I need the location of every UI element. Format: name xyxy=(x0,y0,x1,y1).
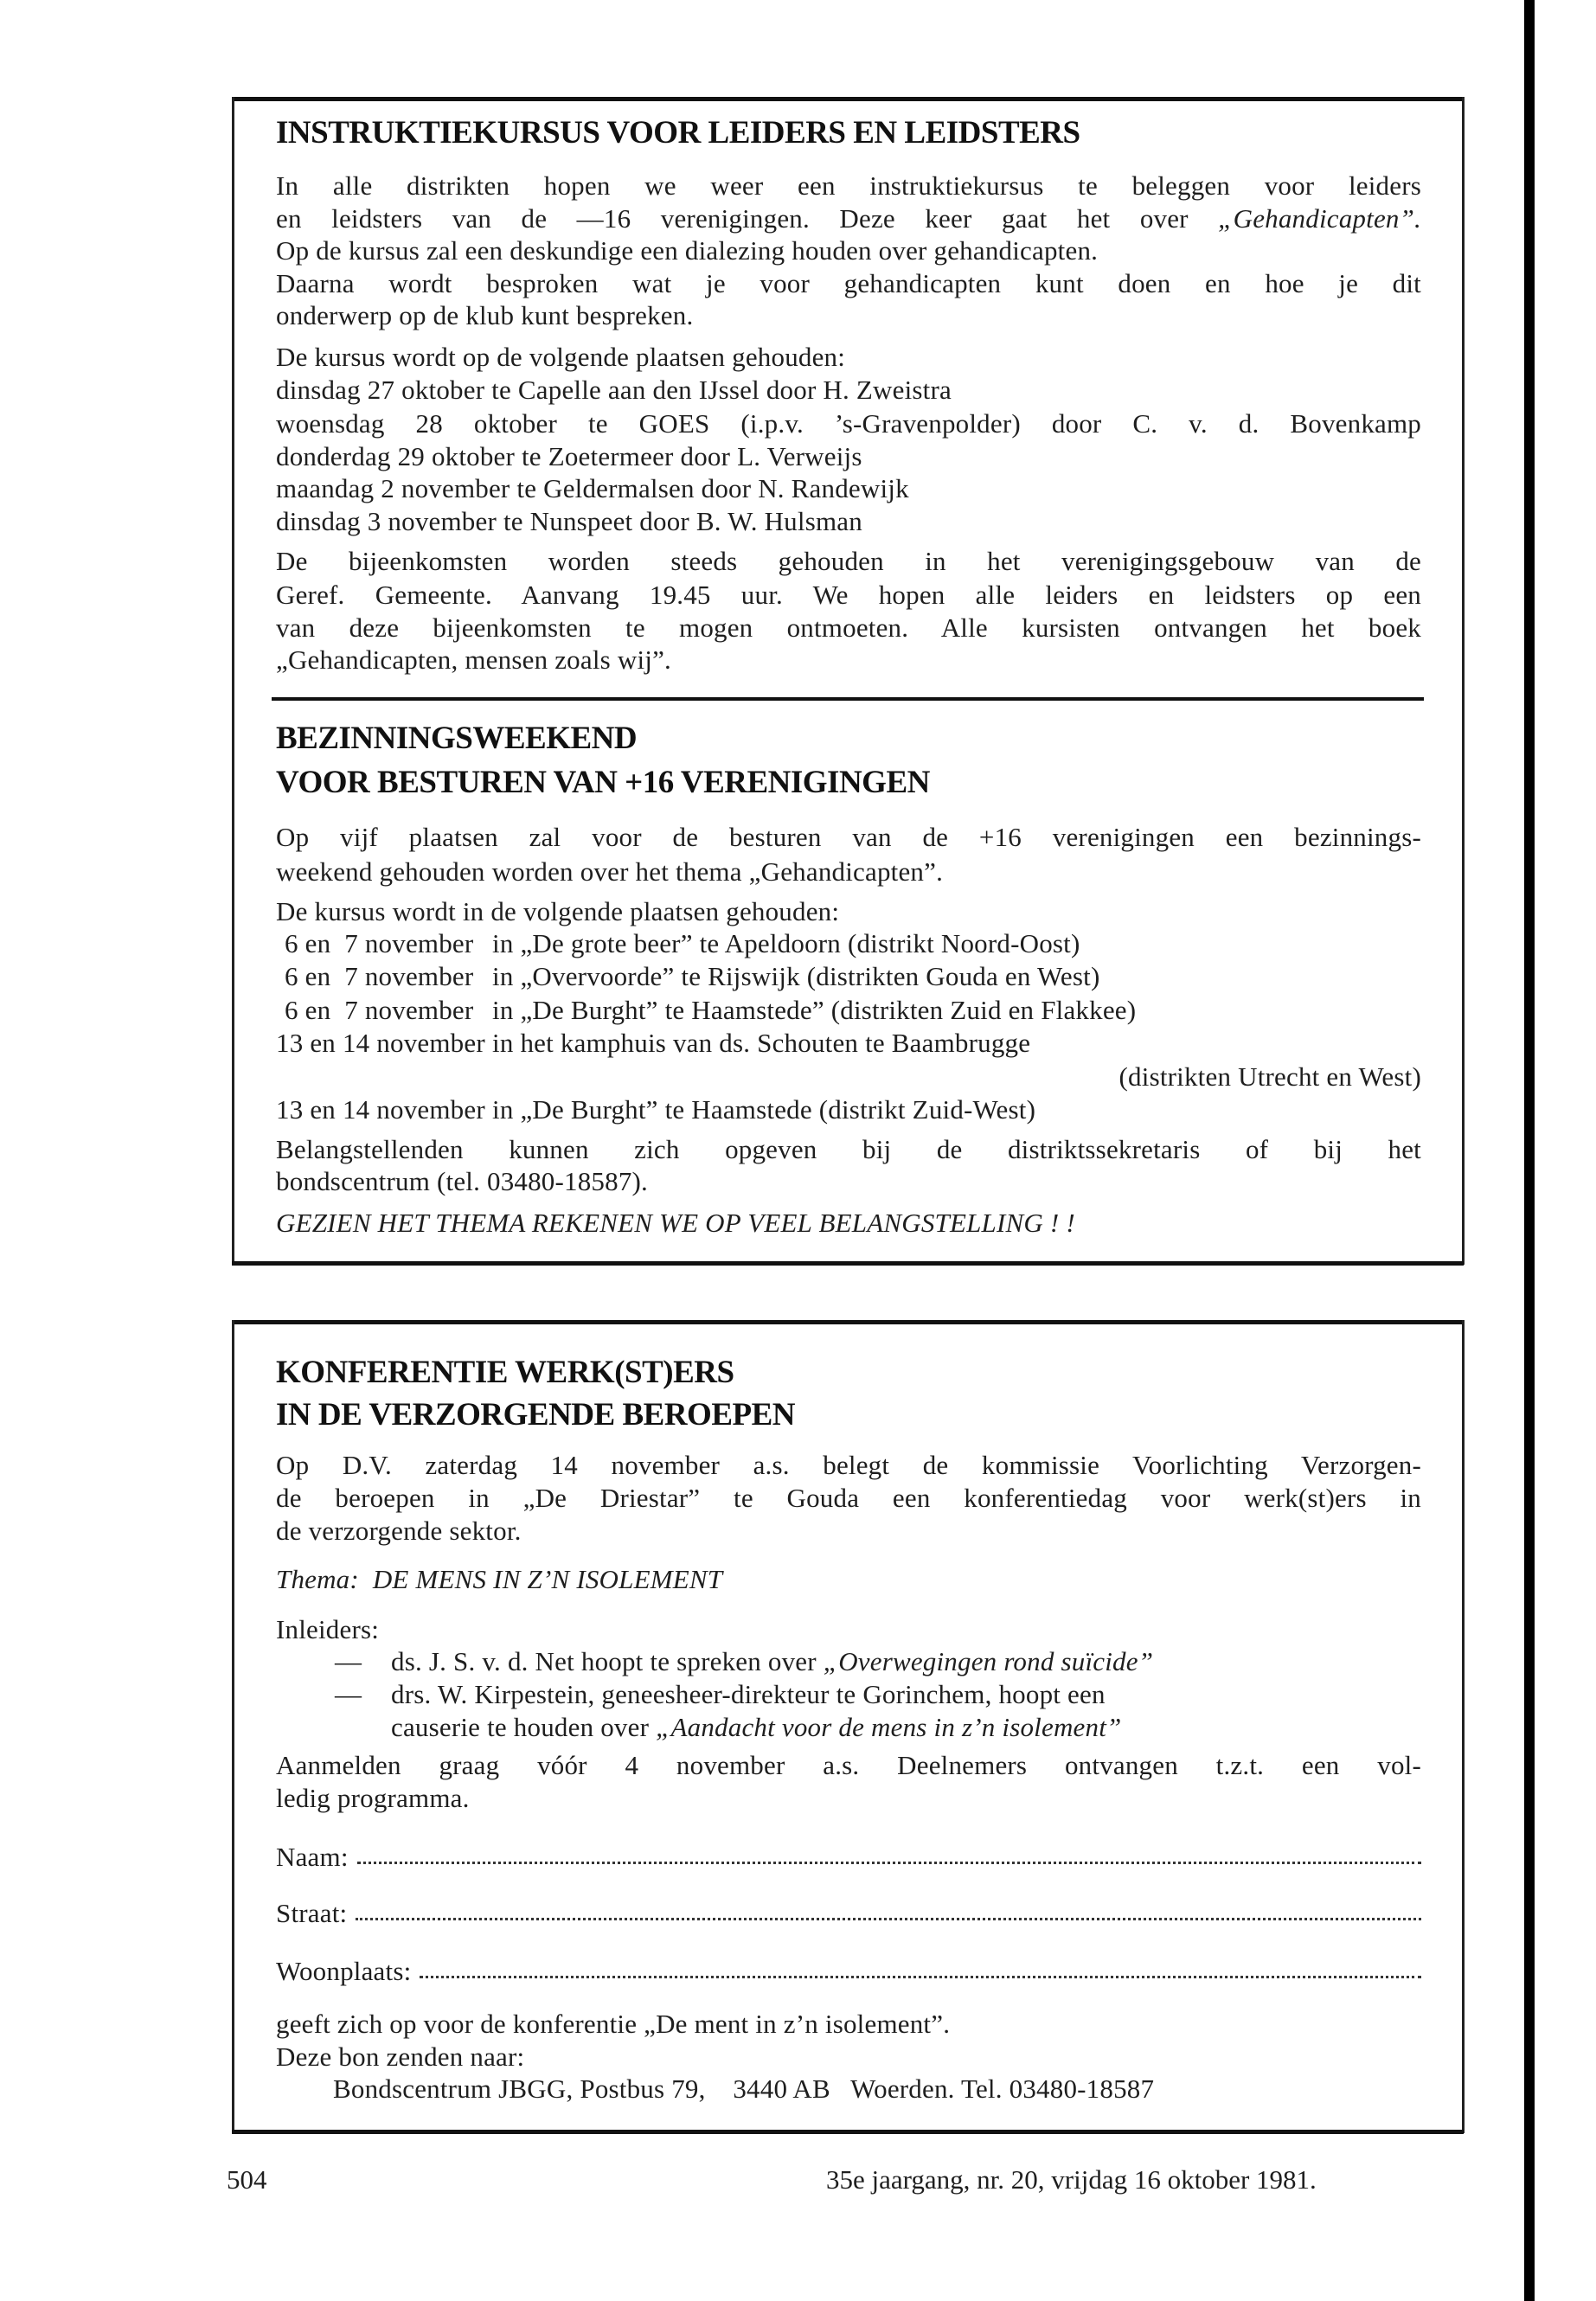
speaker-item: drs. W. Kirpestein, geneesheer-direkteur te Gorinchem, hoopt een xyxy=(391,1679,1106,1709)
speaker-text: causerie te houden over xyxy=(391,1712,657,1742)
speaker-topic: „Aandacht voor de mens in z’n isolement” xyxy=(656,1712,1122,1742)
schedule-text: in het kamphuis van ds. Schouten te Baambrugge xyxy=(492,1028,1031,1058)
scan-edge-bar xyxy=(1524,0,1535,2301)
schedule-item: dinsdag 3 november te Nunspeet door B. W. Hulsman xyxy=(276,506,862,536)
speaker-text: ds. J. S. v. d. Net hoopt te spreken over xyxy=(391,1646,824,1676)
theme-line xyxy=(276,1565,1421,1594)
italic-text: „Gehandicapten”. xyxy=(1218,203,1421,234)
send-to-label: Deze bon zenden naar: xyxy=(276,2041,525,2072)
theme-label: Thema: xyxy=(276,1564,359,1594)
paragraph-line: Daarna wordt besproken wat je voor gehandicapten kunt doen en hoe je dit xyxy=(276,268,1421,298)
address: Bondscentrum JBGG, Postbus 79, 3440 AB Woerden. Tel. 03480-18587 xyxy=(333,2073,1155,2104)
box-left-border xyxy=(232,97,234,1265)
box3-left-border xyxy=(232,1320,234,2133)
box3-right-border xyxy=(1462,1320,1465,2133)
schedule-item-continuation: (distrikten Utrecht en West) xyxy=(1118,1061,1421,1092)
paragraph-line: de beroepen in „De Driestar” te Gouda een konferentiedag voor werk(st)ers in xyxy=(276,1483,1421,1513)
paragraph-line: Op vijf plaatsen zal voor de besturen van de +16 verenigingen een bezinnings- xyxy=(276,822,1421,852)
paragraph-line xyxy=(276,204,1421,234)
paragraph-line: van deze bijeenkomsten te mogen ontmoeten. Alle kursisten ontvangen het boek xyxy=(276,612,1421,643)
paragraph-line: bondscentrum (tel. 03480-18587). xyxy=(276,1166,648,1196)
schedule-item xyxy=(276,962,1421,991)
section-subheading: VOOR BESTUREN VAN +16 VERENIGINGEN xyxy=(276,765,930,800)
paragraph-line: de verzorgende sektor. xyxy=(276,1516,522,1546)
speaker-topic: „Overwegingen rond suïcide” xyxy=(823,1646,1154,1676)
schedule-item xyxy=(276,929,1421,958)
theme-value: DE MENS IN Z’N ISOLEMENT xyxy=(372,1564,723,1594)
section-heading: INSTRUKTIEKURSUS VOOR LEIDERS EN LEIDSTERS xyxy=(276,115,1080,151)
signup-text: geeft zich op voor de konferentie „De ment in z’n isolement”. xyxy=(276,2009,951,2039)
speakers-label: Inleiders: xyxy=(276,1614,380,1644)
paragraph-line: Geref. Gemeente. Aanvang 19.45 uur. We hopen alle leiders en leidsters op een xyxy=(276,580,1421,610)
schedule-date: 13 en 14 november xyxy=(276,1094,485,1125)
schedule-text: in „De Burght” te Haamstede (distrikt Zuid-West) xyxy=(492,1094,1036,1125)
section-divider xyxy=(272,697,1424,701)
issue-info: 35e jaargang, nr. 20, vrijdag 16 oktober 1981. xyxy=(826,2164,1317,2195)
paragraph-line: weekend gehouden worden over het thema „Gehandicapten”. xyxy=(276,856,944,887)
name-label: Naam: xyxy=(276,1842,349,1872)
schedule-date: 13 en 14 november xyxy=(276,1028,485,1058)
schedule-item: dinsdag 27 oktober te Capelle aan den IJssel door H. Zweistra xyxy=(276,375,952,405)
schedule-item xyxy=(276,1095,1421,1125)
box-right-border xyxy=(1462,97,1465,1265)
schedule-intro: De kursus wordt op de volgende plaatsen gehouden: xyxy=(276,342,846,372)
paragraph-line: Belangstellenden kunnen zich opgeven bij de distriktssekretaris of bij het xyxy=(276,1134,1421,1164)
section-subheading: IN DE VERZORGENDE BEROEPEN xyxy=(276,1397,796,1433)
dash-bullet: — xyxy=(335,1646,362,1676)
city-label: Woonplaats: xyxy=(276,1956,412,1986)
schedule-date: 6 en 7 november xyxy=(285,961,474,991)
speaker-item xyxy=(391,1647,1420,1676)
paragraph-line: Op de kursus zal een deskundige een dialezing houden over gehandicapten. xyxy=(276,235,1099,266)
city-input-line[interactable] xyxy=(420,1957,1421,1978)
page-number: 504 xyxy=(227,2164,267,2195)
schedule-text: in „De Burght” te Haamstede” (distrikten Zuid en Flakkee) xyxy=(492,995,1137,1025)
schedule-date: 6 en 7 november xyxy=(285,995,474,1025)
schedule-item: maandag 2 november te Geldermalsen door N. Randewijk xyxy=(276,473,909,503)
name-input-line[interactable] xyxy=(357,1843,1421,1864)
schedule-date: 6 en 7 november xyxy=(285,928,474,958)
paragraph-line: Aanmelden graag vóór 4 november a.s. Deelnemers ontvangen t.z.t. een vol- xyxy=(276,1750,1421,1780)
schedule-item xyxy=(276,996,1421,1025)
street-field[interactable] xyxy=(276,1899,1421,1928)
schedule-item: donderdag 29 oktober te Zoetermeer door L. Verweijs xyxy=(276,441,862,471)
box-bottom-rule xyxy=(232,1261,1464,1266)
city-field[interactable] xyxy=(276,1957,1421,1986)
box3-top-rule xyxy=(232,1320,1464,1324)
schedule-text: in „De grote beer” te Apeldoorn (distrikt Noord-Oost) xyxy=(492,928,1080,958)
paragraph-line: De bijeenkomsten worden steeds gehouden in het verenigingsgebouw van de xyxy=(276,546,1421,576)
text: en leidsters van de —16 verenigingen. Deze keer gaat het over xyxy=(276,203,1219,234)
paragraph-line: ledig programma. xyxy=(276,1783,470,1813)
schedule-text: in „Overvoorde” te Rijswijk (distrikten Gouda en West) xyxy=(492,961,1100,991)
emphasis-line: GEZIEN HET THEMA REKENEN WE OP VEEL BELANGSTELLING ! ! xyxy=(276,1208,1075,1238)
speaker-item-continuation xyxy=(391,1713,1420,1742)
paragraph-line: In alle distrikten hopen we weer een instruktiekursus te beleggen voor leiders xyxy=(276,170,1421,201)
dash-bullet: — xyxy=(335,1679,362,1709)
street-label: Straat: xyxy=(276,1898,348,1928)
name-field[interactable] xyxy=(276,1843,1421,1872)
box3-bottom-rule xyxy=(232,2130,1464,2134)
schedule-item xyxy=(276,1029,1421,1058)
schedule-intro: De kursus wordt in de volgende plaatsen gehouden: xyxy=(276,896,840,926)
section-heading: KONFERENTIE WERK(ST)ERS xyxy=(276,1355,734,1390)
schedule-item: woensdag 28 oktober te GOES (i.p.v. ’s-Gravenpolder) door C. v. d. Bovenkamp xyxy=(276,408,1421,439)
paragraph-line: onderwerp op de klub kunt bespreken. xyxy=(276,300,694,330)
paragraph-line: Op D.V. zaterdag 14 november a.s. belegt de kommissie Voorlichting Verzorgen- xyxy=(276,1450,1421,1480)
street-input-line[interactable] xyxy=(356,1899,1421,1920)
section-heading: BEZINNINGSWEEKEND xyxy=(276,721,638,756)
paragraph-line: „Gehandicapten, mensen zoals wij”. xyxy=(276,644,671,675)
top-rule xyxy=(232,97,1464,101)
